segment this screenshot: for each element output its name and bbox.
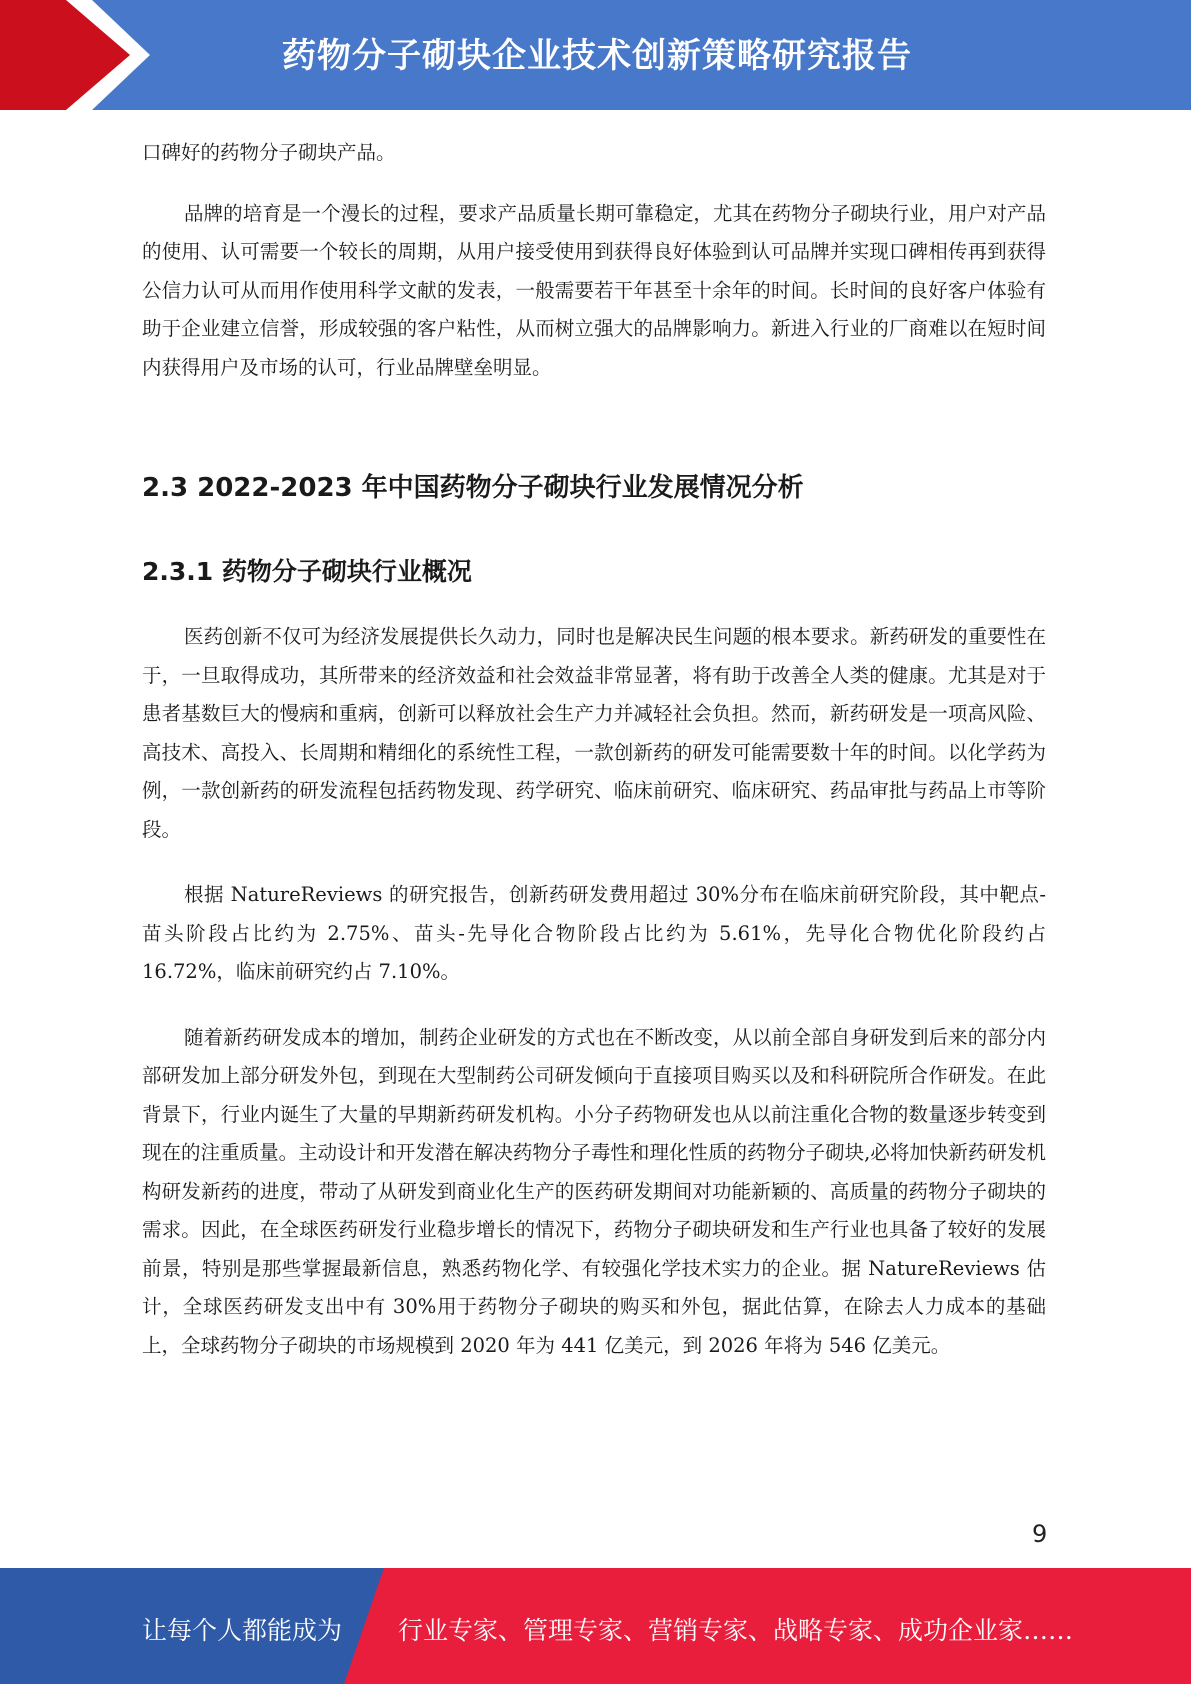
page-number: 9: [1032, 1520, 1048, 1548]
report-title: 药物分子砌块企业技术创新策略研究报告: [282, 36, 912, 76]
paragraph-continued: 口碑好的药物分子砌块产品。: [142, 141, 396, 164]
footer-slogan-right: 行业专家、管理专家、营销专家、战略专家、成功企业家……: [398, 1616, 1074, 1645]
page-header: [0, 0, 1191, 110]
paragraph-naturereviews: 根据 NatureReviews 的研究报告，创新药研发费用超过 30%分布在临床前研究阶段，其中靶点-苗头阶段占比约为 2.75%、苗头-先导化合物阶段占比约为 5.61%，先导化合物优化阶段约占 16.72%，临床前研究约占 7.10%。: [142, 883, 1046, 983]
paragraph-brand: 品牌的培育是一个漫长的过程，要求产品质量长期可靠稳定，尤其在药物分子砌块行业，用户对产品的使用、认可需要一个较长的周期，从用户接受使用到获得良好体验到认可品牌并实现口碑相传再到获得公信力认可从而用作使用科学文献的发表，一般需要若干年甚至十余年的时间。长时间的良好客户体验有助于企业建立信誉，形成较强的客户粘性，从而树立强大的品牌影响力。新进入行业的厂商难以在短时间内获得用户及市场的认可，行业品牌壁垒明显。: [142, 201, 1046, 379]
page-footer: [0, 1568, 1191, 1684]
footer-slogan-left: 让每个人都能成为: [142, 1616, 343, 1645]
section-heading: 2.3 2022-2023 年中国药物分子砌块行业发展情况分析: [142, 473, 804, 503]
subsection-heading: 2.3.1 药物分子砌块行业概况: [142, 557, 472, 586]
main-content: [142, 134, 1046, 1365]
paragraph-market: 随着新药研发成本的增加，制药企业研发的方式也在不断改变，从以前全部自身研发到后来的部分内部研发加上部分研发外包，到现在大型制药公司研发倾向于直接项目购买以及和科研院所合作研发。在此背景下，行业内诞生了大量的早期新药研发机构。小分子药物研发也从以前注重化合物的数量逐步转变到现在的注重质量。主动设计和开发潜在解决药物分子毒性和理化性质的药物分子砌块,必将加快新药研发机构研发新药的进度，带动了从研发到商业化生产的医药研发期间对功能新颖的、高质量的药物分子砌块的需求。因此，在全球医药研发行业稳步增长的情况下，药物分子砌块研发和生产行业也具备了较好的发展前景，特别是那些掌握最新信息，熟悉药物化学、有较强化学技术实力的企业。据 NatureReviews 估计，全球医药研发支出中有 30%用于药物分子砌块的购买和外包，据此估算，在除去人力成本的基础上，全球药物分子砌块的市场规模到 2020 年为 441 亿美元，到 2026 年将为 546 亿美元。: [142, 1025, 1046, 1357]
paragraph-innovation: 医药创新不仅可为经济发展提供长久动力，同时也是解决民生问题的根本要求。新药研发的重要性在于，一旦取得成功，其所带来的经济效益和社会效益非常显著，将有助于改善全人类的健康。尤其是对于患者基数巨大的慢病和重病，创新可以释放社会生产力并减轻社会负担。然而，新药研发是一项高风险、高技术、高投入、长周期和精细化的系统性工程，一款创新药的研发可能需要数十年的时间。以化学药为例，一款创新药的研发流程包括药物发现、药学研究、临床前研究、临床研究、药品审批与药品上市等阶段。: [142, 625, 1046, 841]
